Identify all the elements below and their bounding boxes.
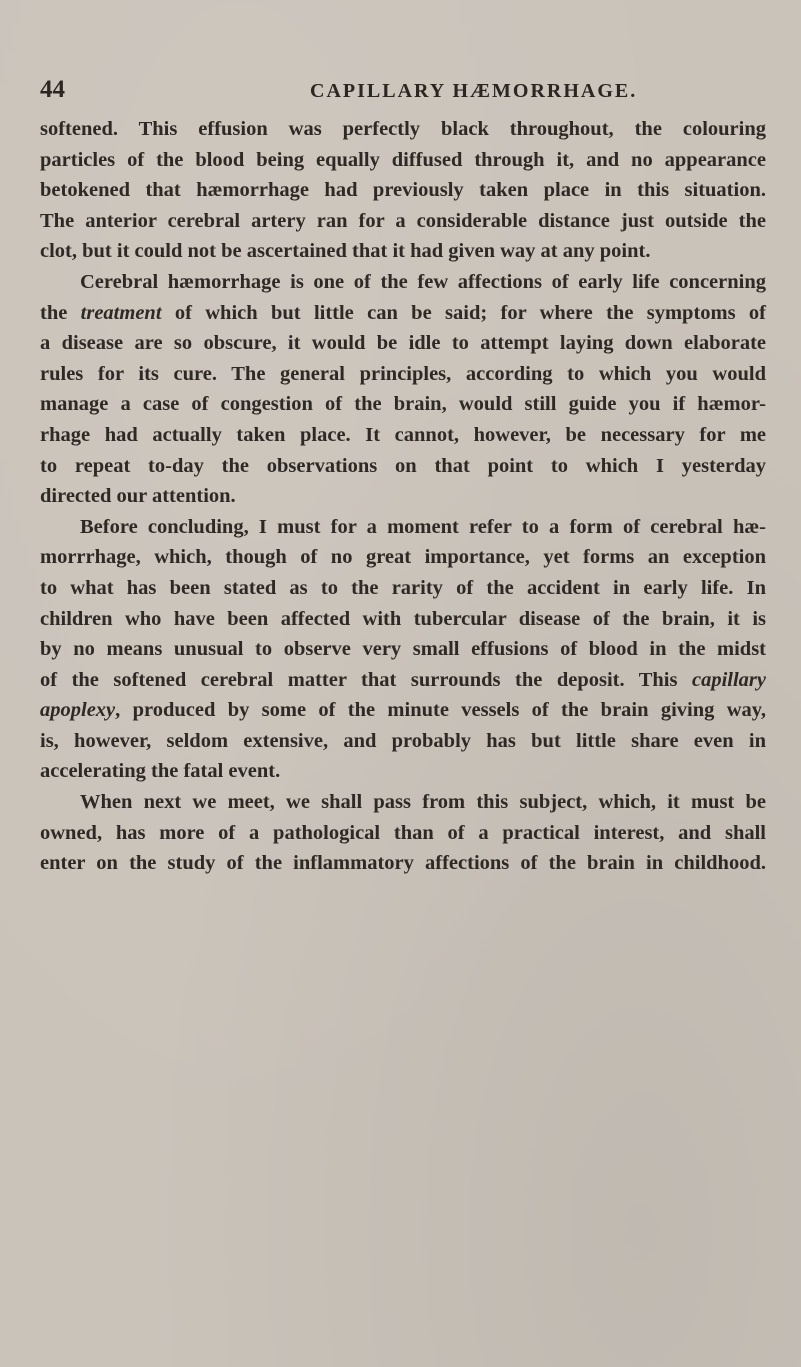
text-line: by no means unusual to observe very small effusions of blood in the midst (40, 638, 766, 661)
italic-term: apoplexy (40, 699, 116, 722)
text-line: manage a case of congestion of the brain, would still guide you if hæmor- (40, 393, 766, 416)
text-line: a disease are so obscure, it would be idle to attempt laying down elaborate (40, 332, 766, 355)
page-number: 44 (40, 76, 65, 103)
line-text: the (40, 301, 81, 324)
text-line: Before concluding, I must for a moment refer to a form of cerebral hæ- (80, 515, 766, 538)
text-line: to repeat to-day the observations on that point to which I yesterday (40, 454, 766, 477)
text-line: to what has been stated as to the rarity of the accident in early life. In (40, 576, 766, 599)
italic-term: capillary (691, 668, 766, 691)
line-text: , produced by some of the minute vessels of the brain giving way, (115, 699, 766, 722)
body-text (40, 114, 766, 879)
text-line (40, 298, 766, 329)
text-line: clot, but it could not be ascertained that it had given way at any point. (40, 240, 651, 263)
text-line: When next we meet, we shall pass from this subject, which, it must be (80, 791, 766, 814)
text-line: betokened that hæmorrhage had previously taken place in this situation. (40, 179, 766, 202)
text-line: morrrhage, which, though of no great importance, yet forms an exception (40, 546, 766, 569)
italic-term: treatment (80, 301, 162, 324)
text-line: rhage had actually taken place. It cannot, however, be necessary for me (40, 423, 766, 446)
text-line (40, 695, 766, 726)
text-line: softened. This effusion was perfectly black throughout, the colouring (40, 118, 766, 140)
text-line: owned, has more of a pathological than of a practical interest, and shall (40, 821, 766, 844)
text-line: directed our attention. (40, 485, 236, 508)
text-line: children who have been affected with tubercular disease of the brain, it is (40, 607, 766, 630)
text-line (40, 665, 766, 696)
text-line: particles of the blood being equally diffused through it, and no appearance (40, 148, 766, 171)
text-line: accelerating the fatal event. (40, 760, 281, 783)
line-text: of the softened cerebral matter that surrounds the deposit. This (40, 668, 692, 691)
text-line: Cerebral hæmorrhage is one of the few affections of early life concerning (80, 270, 766, 293)
text-line: The anterior cerebral artery ran for a considerable distance just outside the (40, 209, 766, 232)
text-line: enter on the study of the inflammatory affections of the brain in childhood. (40, 852, 766, 875)
running-title: CAPILLARY HÆMORRHAGE. (310, 80, 638, 102)
line-text: of which but little can be said; for where the symptoms of (161, 301, 766, 324)
text-line: rules for its cure. The general principles, according to which you would (40, 362, 766, 385)
text-line: is, however, seldom extensive, and probably has but little share even in (40, 729, 766, 752)
running-head (40, 76, 780, 106)
